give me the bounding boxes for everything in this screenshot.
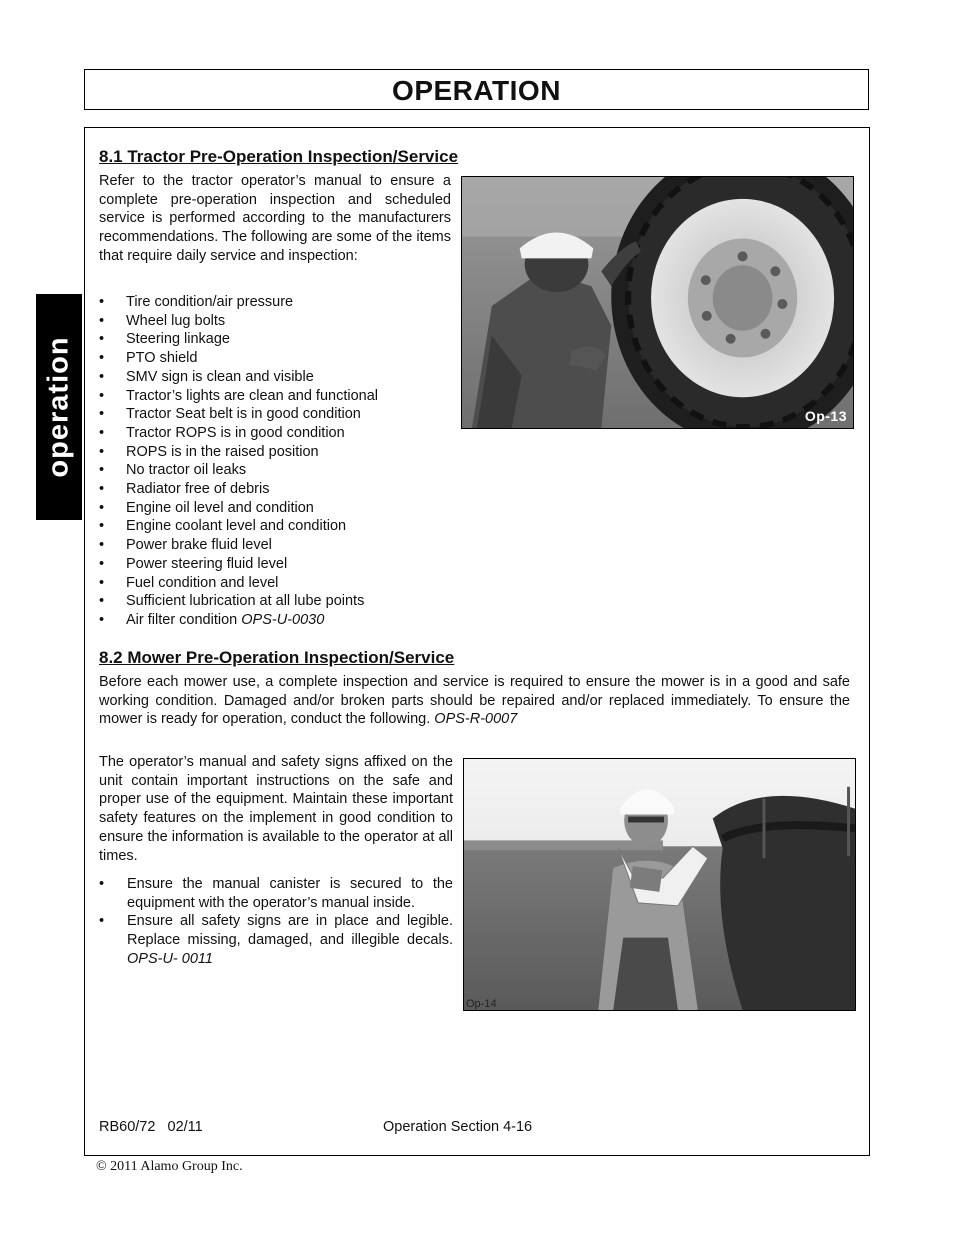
- list-item-text: Fuel condition and level: [126, 574, 279, 591]
- list-item-text: Engine coolant level and condition: [126, 518, 347, 535]
- list-item: [99, 574, 378, 593]
- list-item-text: PTO shield: [126, 350, 198, 367]
- list-item: [99, 387, 378, 406]
- list-item: [99, 461, 378, 480]
- list-item: [99, 424, 378, 443]
- section-8-2-intro: Before each mower use, a complete inspection and service is required to ensure the mower is in a good and safe working condition. Damaged and/or broken parts should be repaired and/or replaced immediately. To ensure the mower is ready for operation, conduct the following. OPS-R-0007: [99, 674, 850, 728]
- section-8-2-safety-paragraph: The operator’s manual and safety signs affixed on the unit contain important instructions on the safe and proper use of the equipment. Maintain these important safety features on the implement in good condition to ensure the information is available to the operator at all times.: [99, 754, 453, 864]
- list-item-text: Sufficient lubrication at all lube points: [126, 593, 365, 610]
- tractor-tire-image: [462, 177, 853, 428]
- bullet-glyph: •: [99, 913, 105, 930]
- header-box: [84, 69, 869, 110]
- list-item: [99, 875, 453, 912]
- bullet-glyph: •: [99, 481, 105, 498]
- footer-model-date: RB60/72 02/11: [99, 1119, 203, 1135]
- list-item: [99, 443, 378, 462]
- list-item-text: Power brake fluid level: [126, 537, 272, 554]
- bullet-glyph: •: [99, 294, 105, 310]
- list-item-text: ROPS is in the raised position: [126, 443, 319, 460]
- photo-tractor-tire-inspection: [461, 176, 854, 429]
- bullet-glyph: •: [99, 876, 105, 892]
- photo-label-op-14: Op-14: [466, 998, 497, 1010]
- photo-operator-reading-manual: [463, 758, 856, 1011]
- list-item: [99, 349, 378, 368]
- list-item-text: Tractor ROPS is in good condition: [126, 424, 345, 441]
- bullet-glyph: •: [99, 499, 105, 516]
- bullet-glyph: •: [99, 424, 105, 441]
- list-item-text: SMV sign is clean and visible: [126, 368, 314, 385]
- bullet-glyph: •: [99, 312, 105, 329]
- bullet-glyph: •: [99, 331, 105, 348]
- copyright: © 2011 Alamo Group Inc.: [96, 1159, 243, 1174]
- list-item: [99, 555, 378, 574]
- list-item: [99, 330, 378, 349]
- list-item: [99, 912, 453, 968]
- list-item: [99, 405, 378, 424]
- bullet-glyph: •: [99, 443, 105, 460]
- tractor-checklist: [99, 293, 378, 630]
- side-tab-label: operation: [42, 336, 75, 478]
- bullet-glyph: •: [99, 555, 105, 572]
- reference-code: OPS-U- 0011: [127, 950, 213, 967]
- reference-code: OPS-U-0030: [241, 611, 325, 628]
- bullet-glyph: •: [99, 350, 105, 367]
- bullet-glyph: •: [99, 387, 105, 404]
- section-8-1-intro: Refer to the tractor operator’s manual to ensure a complete pre-operation inspection and scheduled service is performed according to the manufacturers recommendations. The following are some of the items that require daily service and inspection:: [99, 173, 451, 264]
- list-item-text: Ensure all safety signs are in place and legible. Replace missing, damaged, and illegible decals.: [127, 913, 453, 949]
- list-item-text: Air filter condition: [126, 611, 238, 628]
- side-tab: [36, 294, 82, 520]
- list-item: [99, 517, 378, 536]
- list-item: [99, 293, 378, 312]
- section-heading-8-1: 8.1 Tractor Pre-Operation Inspection/Service: [99, 147, 459, 166]
- list-item-text: Radiator free of debris: [126, 481, 270, 498]
- list-item: [99, 611, 378, 630]
- bullet-glyph: •: [99, 574, 105, 591]
- list-item-text: Ensure the manual canister is secured to the equipment with the operator’s manual inside.: [127, 876, 453, 911]
- list-item-text: Power steering fluid level: [126, 555, 288, 572]
- list-item-text: Tire condition/air pressure: [126, 294, 294, 310]
- list-item: [99, 536, 378, 555]
- operator-manual-image: [464, 759, 855, 1010]
- list-item-text: Tractor’s lights are clean and functional: [126, 387, 379, 404]
- photo-label-op-13: Op-13: [804, 408, 847, 424]
- page-title: OPERATION: [392, 75, 561, 106]
- list-item: [99, 592, 378, 611]
- mower-checklist: [99, 875, 453, 969]
- bullet-glyph: •: [99, 537, 105, 554]
- bullet-glyph: •: [99, 611, 105, 628]
- section-heading-8-2: 8.2 Mower Pre-Operation Inspection/Service: [99, 648, 455, 667]
- list-item: [99, 499, 378, 518]
- bullet-glyph: •: [99, 518, 105, 535]
- list-item: [99, 368, 378, 387]
- footer-section-page: Operation Section 4-16: [383, 1119, 533, 1135]
- list-item: [99, 480, 378, 499]
- list-item-text: Steering linkage: [126, 331, 230, 348]
- list-item-text: Tractor Seat belt is in good condition: [126, 406, 361, 423]
- bullet-glyph: •: [99, 593, 105, 610]
- list-item: [99, 312, 378, 331]
- list-item-text: Wheel lug bolts: [126, 312, 226, 329]
- bullet-glyph: •: [99, 462, 105, 479]
- list-item-text: No tractor oil leaks: [126, 462, 247, 479]
- list-item-text: Engine oil level and condition: [126, 499, 314, 516]
- bullet-glyph: •: [99, 368, 105, 385]
- bullet-glyph: •: [99, 406, 105, 423]
